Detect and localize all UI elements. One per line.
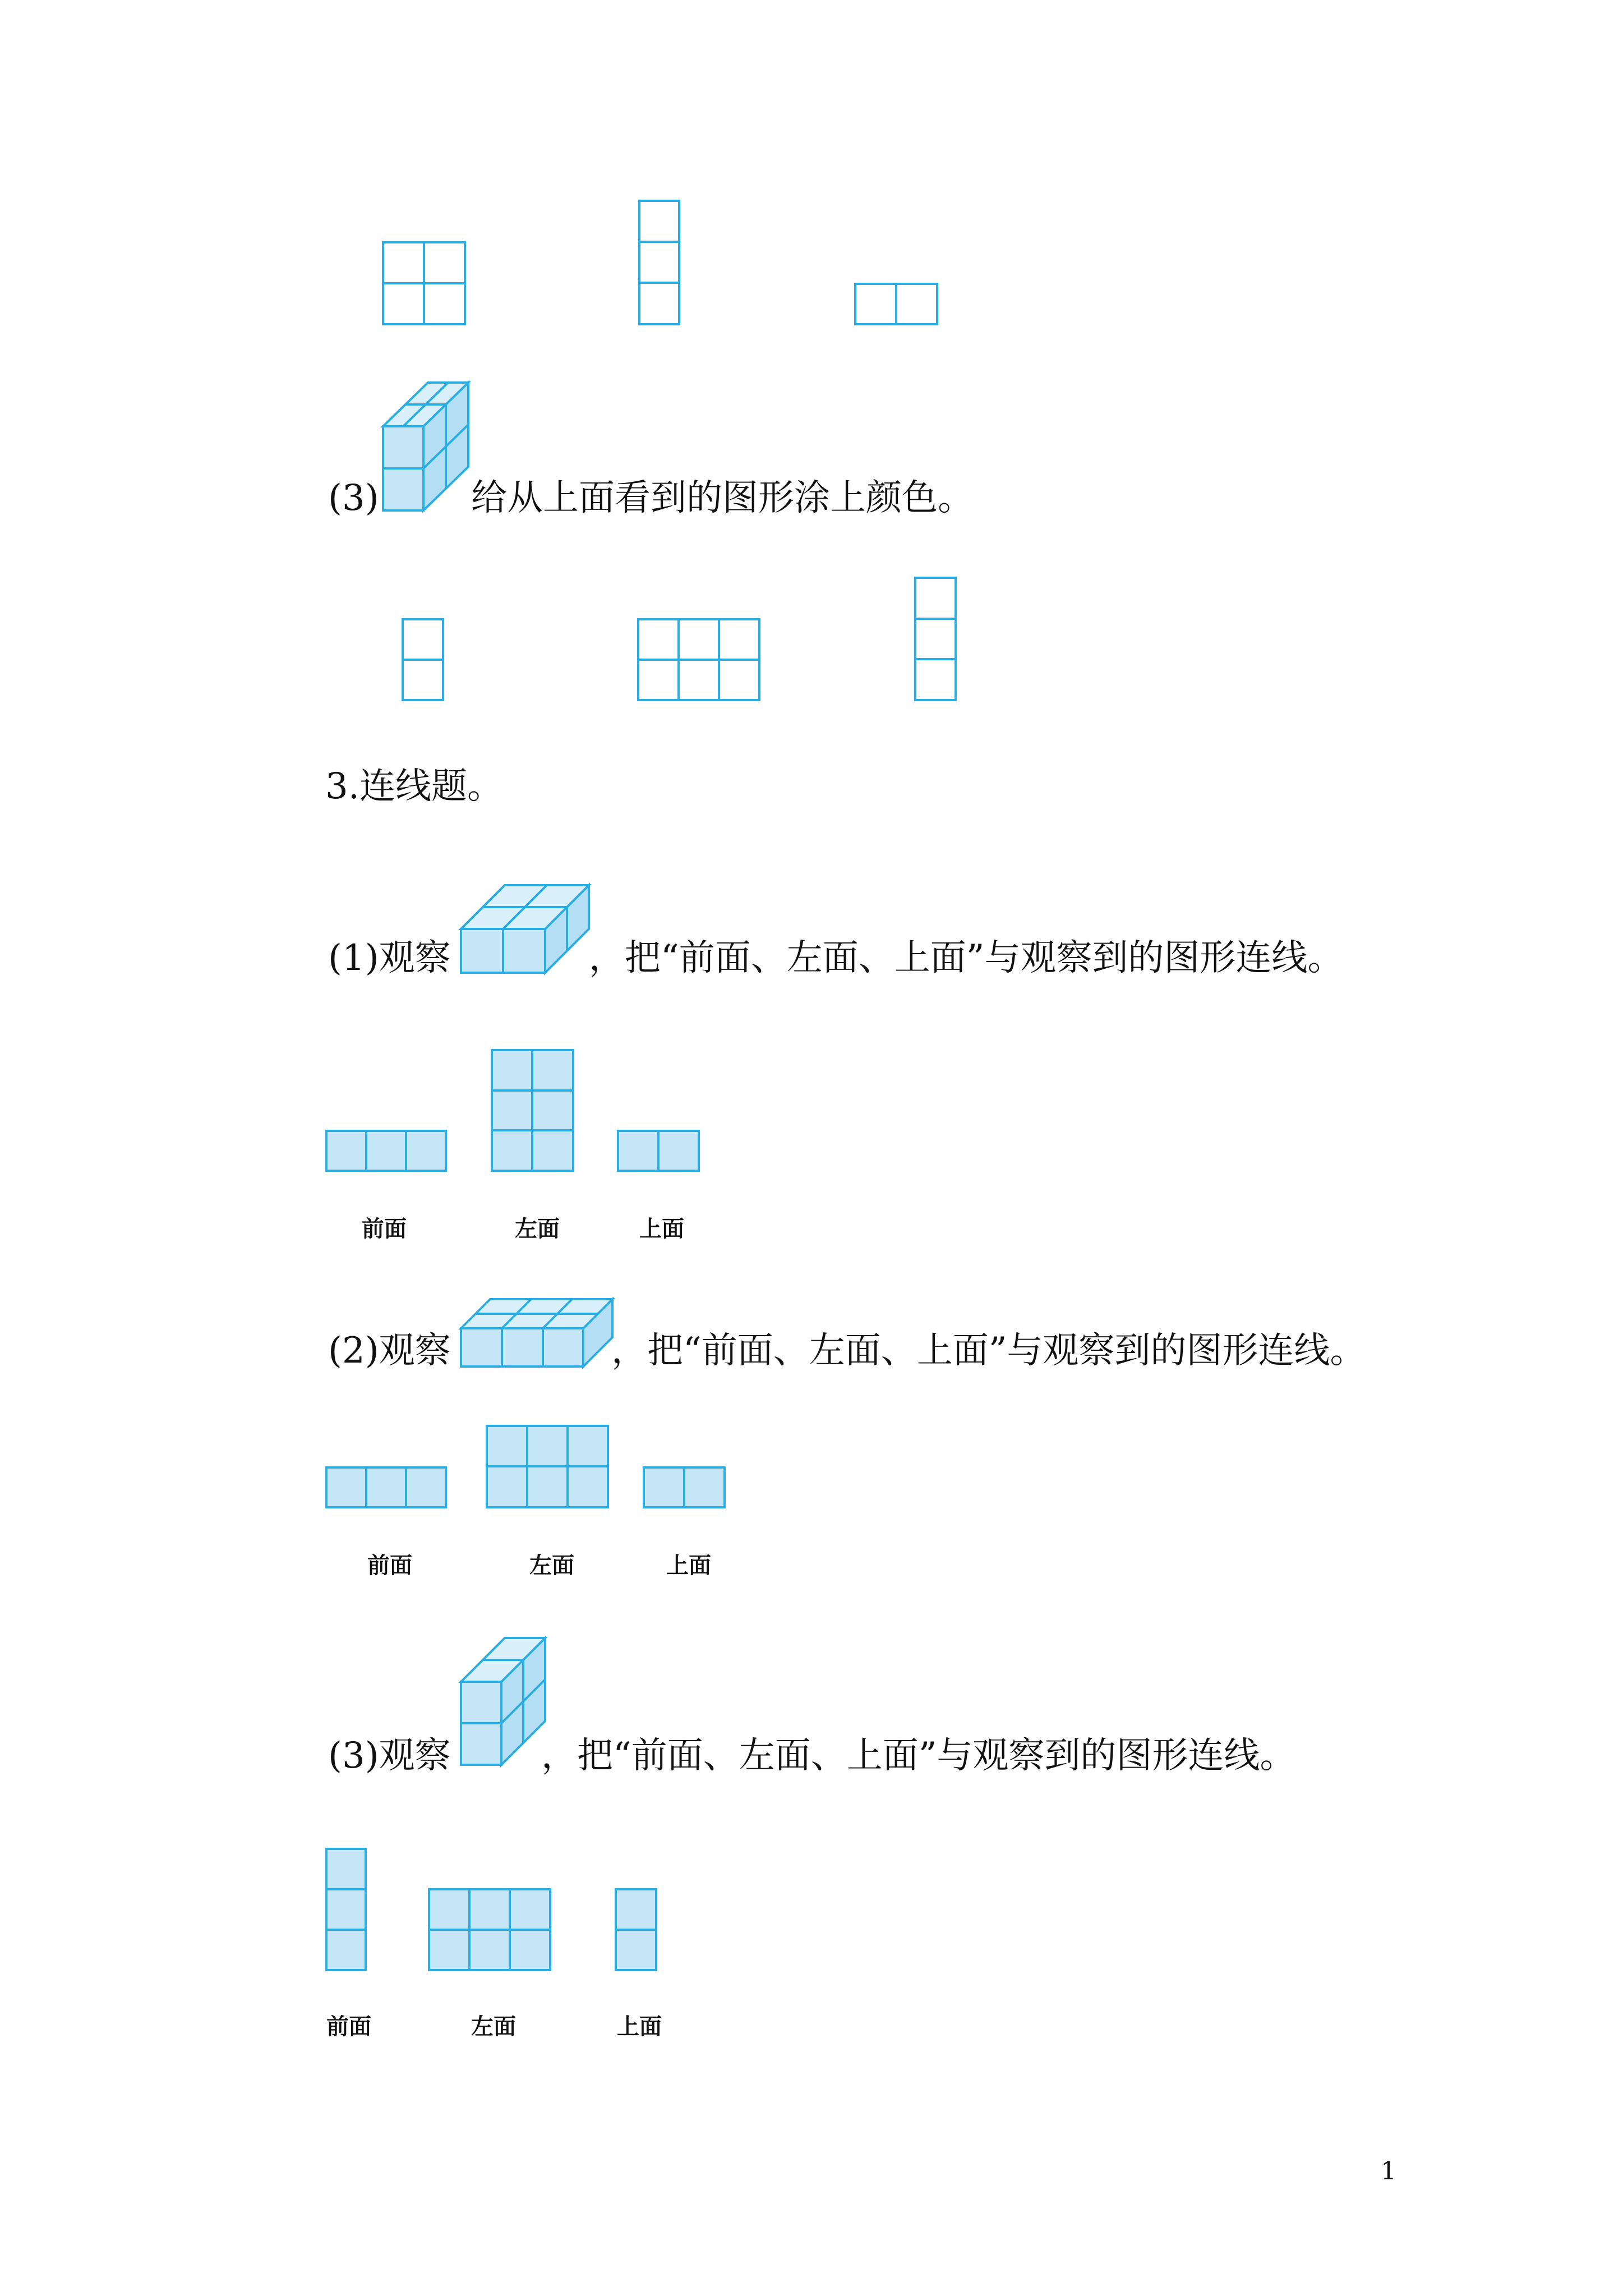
q2-view-1x2[interactable] xyxy=(644,1467,725,1507)
q2-label-front[interactable]: 前面 xyxy=(367,1552,412,1579)
q1-view-3x2[interactable] xyxy=(492,1050,573,1171)
q2-view-2x3[interactable] xyxy=(487,1426,608,1507)
option-grid-2x2[interactable] xyxy=(383,242,465,324)
option-grid-2x3[interactable] xyxy=(638,619,759,700)
q1-view-1x2[interactable] xyxy=(618,1131,699,1171)
section-title: 3.连线题。 xyxy=(325,766,504,807)
q2-view-1x3[interactable] xyxy=(326,1467,446,1507)
question-instruction: 给从上面看到的图形涂上颜色。 xyxy=(471,477,974,519)
q3-view-3x1[interactable] xyxy=(326,1849,366,1970)
q1-view-1x3[interactable] xyxy=(326,1131,446,1171)
q1-label-top[interactable]: 上面 xyxy=(639,1216,684,1242)
cube-stack-figure xyxy=(383,383,471,510)
q1-number: (1)观察 xyxy=(328,937,451,979)
q3-view-2x3[interactable] xyxy=(429,1889,550,1970)
q3-view-2x1[interactable] xyxy=(616,1889,656,1970)
option-grid-3x1[interactable] xyxy=(639,201,679,324)
q3-cube-figure xyxy=(461,1638,546,1765)
q2-label-top[interactable]: 上面 xyxy=(666,1552,711,1579)
q1-label-left[interactable]: 左面 xyxy=(515,1216,560,1242)
q3-label-top[interactable]: 上面 xyxy=(617,2013,662,2040)
q2-number: (2)观察 xyxy=(328,1330,451,1372)
q1-cube-figure xyxy=(461,885,590,973)
question-number: (3) xyxy=(328,477,379,519)
q3-label-left[interactable]: 左面 xyxy=(471,2013,516,2040)
q3-instruction: ，把“前面、左面、上面”与观察到的图形连线。 xyxy=(541,1735,1296,1777)
option-grid-1x2[interactable] xyxy=(855,284,937,324)
q3-label-front[interactable]: 前面 xyxy=(326,2013,371,2040)
page-number: 1 xyxy=(1381,2157,1396,2185)
option-grid-3x1-b[interactable] xyxy=(915,578,956,700)
q3-number: (3)观察 xyxy=(328,1735,451,1777)
q2-label-left[interactable]: 左面 xyxy=(529,1552,574,1579)
q2-cube-figure xyxy=(461,1290,614,1366)
q1-instruction: ，把“前面、左面、上面”与观察到的图形连线。 xyxy=(589,937,1344,979)
q1-label-front[interactable]: 前面 xyxy=(362,1216,407,1242)
q2-instruction: ，把“前面、左面、上面”与观察到的图形连线。 xyxy=(611,1330,1366,1372)
option-grid-2x1[interactable] xyxy=(403,619,443,700)
